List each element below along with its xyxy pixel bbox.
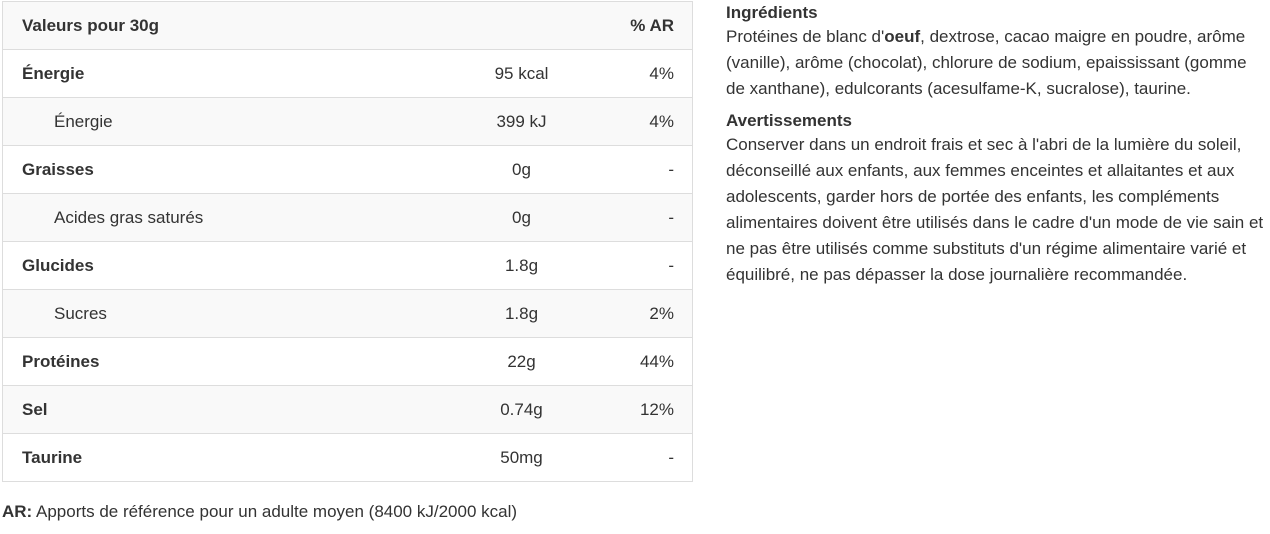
reference-intake-note bbox=[2, 502, 517, 522]
table-row-sel bbox=[3, 386, 693, 434]
nutrient-value: 22g bbox=[434, 338, 609, 386]
nutrient-ar: 4% bbox=[609, 98, 693, 146]
header-value bbox=[434, 2, 609, 50]
nutrient-value: 50mg bbox=[434, 434, 609, 482]
ingredients-text-end: , dextrose, cacao maigre en poudre, arôme (vanille), arôme (chocolat), chlorure de sodium, epaississant (gomme de xanthane), edulcorants (acesulfame-K, sucralose), taurine. bbox=[726, 27, 1247, 98]
nutrient-ar: 12% bbox=[609, 386, 693, 434]
table-row-energie-kj bbox=[3, 98, 693, 146]
ingredients-text bbox=[726, 24, 1266, 102]
nutrient-name: Taurine bbox=[3, 434, 435, 482]
ingredients-text-start: Protéines de blanc d' bbox=[726, 27, 885, 46]
nutrient-ar: - bbox=[609, 194, 693, 242]
nutrient-name: Glucides bbox=[3, 242, 435, 290]
nutrient-name: Sucres bbox=[3, 290, 435, 338]
header-portion: Valeurs pour 30g bbox=[3, 2, 435, 50]
nutrient-name: Acides gras saturés bbox=[3, 194, 435, 242]
ingredients-allergen: oeuf bbox=[884, 27, 921, 46]
table-row-sucres bbox=[3, 290, 693, 338]
nutrition-table bbox=[2, 1, 693, 482]
table-header-row bbox=[3, 2, 693, 50]
warnings-section bbox=[726, 110, 1266, 288]
nutrient-value: 0g bbox=[434, 146, 609, 194]
product-info bbox=[726, 2, 1266, 288]
nutrient-ar: - bbox=[609, 146, 693, 194]
table-row-glucides bbox=[3, 242, 693, 290]
nutrient-ar: - bbox=[609, 242, 693, 290]
table-row-acides-gras-satures bbox=[3, 194, 693, 242]
table-row-graisses bbox=[3, 146, 693, 194]
nutrient-value: 399 kJ bbox=[434, 98, 609, 146]
nutrient-value: 0.74g bbox=[434, 386, 609, 434]
nutrient-ar: 4% bbox=[609, 50, 693, 98]
nutrient-name: Énergie bbox=[3, 98, 435, 146]
nutrient-ar: 2% bbox=[609, 290, 693, 338]
legend-text: Apports de référence pour un adulte moyen (8400 kJ/2000 kcal) bbox=[32, 502, 518, 521]
nutrient-value: 95 kcal bbox=[434, 50, 609, 98]
table-row-taurine bbox=[3, 434, 693, 482]
nutrient-value: 1.8g bbox=[434, 242, 609, 290]
nutrient-value: 0g bbox=[434, 194, 609, 242]
legend-abbreviation: AR: bbox=[2, 502, 33, 521]
table-row-proteines bbox=[3, 338, 693, 386]
nutrient-name: Énergie bbox=[3, 50, 435, 98]
ingredients-section bbox=[726, 2, 1266, 102]
nutrient-name: Sel bbox=[3, 386, 435, 434]
warnings-text: Conserver dans un endroit frais et sec à l'abri de la lumière du soleil, déconseillé aux enfants, aux femmes enceintes et allaitantes et aux adolescents, garder hors de portée des enfants, les compléments alimentaires doivent être utilisés dans le cadre d'un mode de vie sain et ne pas être utilisés comme substituts d'un régime alimentaire varié et équilibré, ne pas dépasser la dose journalière recommandée. bbox=[726, 135, 1264, 284]
nutrient-ar: - bbox=[609, 434, 693, 482]
warnings-title: Avertissements bbox=[726, 111, 852, 130]
nutrient-name: Protéines bbox=[3, 338, 435, 386]
nutrient-value: 1.8g bbox=[434, 290, 609, 338]
table-row-energie-kcal bbox=[3, 50, 693, 98]
ingredients-title: Ingrédients bbox=[726, 3, 818, 22]
nutrient-ar: 44% bbox=[609, 338, 693, 386]
nutrient-name: Graisses bbox=[3, 146, 435, 194]
header-ar: % AR bbox=[609, 2, 693, 50]
